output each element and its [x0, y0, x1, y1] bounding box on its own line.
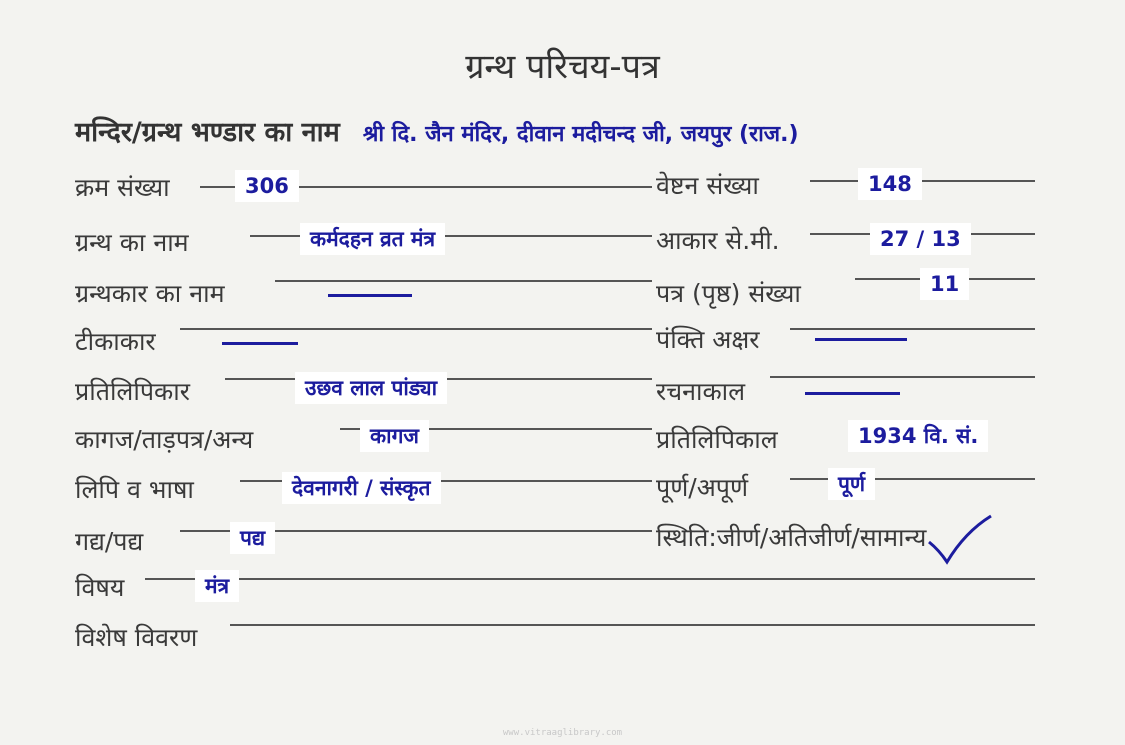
- row-remarks: [0, 616, 1125, 662]
- library-name-value: श्री दि. जैन मंदिर, दीवान मदीचन्द जी, जयपुर (राज.): [362, 122, 799, 147]
- row-prose-verse: [0, 520, 1125, 566]
- library-name-row: [75, 112, 799, 156]
- copy-date-label: प्रतिलिपिकाल: [652, 422, 782, 456]
- material-label: कागज/ताड़पत्र/अन्य: [75, 422, 257, 456]
- author-blank-dash: [328, 294, 412, 297]
- row-script: [0, 468, 1125, 514]
- size-cm-value: 27 / 13: [870, 223, 971, 255]
- serial-number-label: क्रम संख्या: [75, 170, 174, 204]
- line-letters-blank-dash: [815, 338, 907, 341]
- watermark: www.vitraaglibrary.com: [502, 728, 623, 738]
- check-mark-icon: [925, 512, 995, 566]
- book-name-value: कर्मदहन व्रत मंत्र: [300, 223, 445, 255]
- line-letters-label: पंक्ति अक्षर: [652, 322, 764, 356]
- card-title: ग्रन्थ परिचय-पत्र: [465, 47, 660, 87]
- folio-count-value: 11: [920, 268, 969, 300]
- row-serial: [0, 168, 1125, 214]
- wrapper-number-value: 148: [858, 168, 922, 200]
- book-name-label: ग्रन्थ का नाम: [75, 225, 193, 259]
- composition-date-label: रचनाकाल: [652, 374, 749, 408]
- library-name-label: मन्दिर/ग्रन्थ भण्डार का नाम: [75, 117, 340, 148]
- remarks-label: विशेष विवरण: [75, 620, 201, 654]
- folio-count-label: पत्र (पृष्ठ) संख्या: [652, 276, 805, 310]
- wrapper-number-label: वेष्टन संख्या: [652, 168, 763, 202]
- serial-number-value: 306: [235, 170, 299, 202]
- script-language-label: लिपि व भाषा: [75, 472, 198, 506]
- row-subject: [0, 566, 1125, 612]
- row-title: [0, 221, 1125, 267]
- subject-label: विषय: [75, 570, 128, 604]
- complete-label: पूर्ण/अपूर्ण: [652, 470, 752, 504]
- subject-value: मंत्र: [195, 570, 239, 602]
- commentator-blank-dash: [222, 342, 298, 345]
- composition-date-blank-dash: [805, 392, 900, 395]
- copyist-label: प्रतिलिपिकार: [75, 374, 194, 408]
- row-author: [0, 272, 1125, 318]
- prose-verse-value: पद्य: [230, 522, 275, 554]
- script-language-value: देवनागरी / संस्कृत: [282, 472, 441, 504]
- copyist-value: उछव लाल पांड्या: [295, 372, 447, 404]
- material-value: कागज: [360, 420, 429, 452]
- row-commentator: [0, 322, 1125, 368]
- commentator-label: टीकाकार: [75, 324, 160, 358]
- author-label: ग्रन्थकार का नाम: [75, 276, 229, 310]
- row-copyist: [0, 370, 1125, 416]
- row-material: [0, 420, 1125, 466]
- copy-date-value: 1934 वि. सं.: [848, 420, 988, 452]
- prose-verse-label: गद्य/पद्य: [75, 524, 147, 558]
- condition-label: स्थिति:जीर्ण/अतिजीर्ण/सामान्य: [652, 520, 930, 554]
- complete-value: पूर्ण: [828, 468, 875, 500]
- size-cm-label: आकार से.मी.: [652, 223, 784, 257]
